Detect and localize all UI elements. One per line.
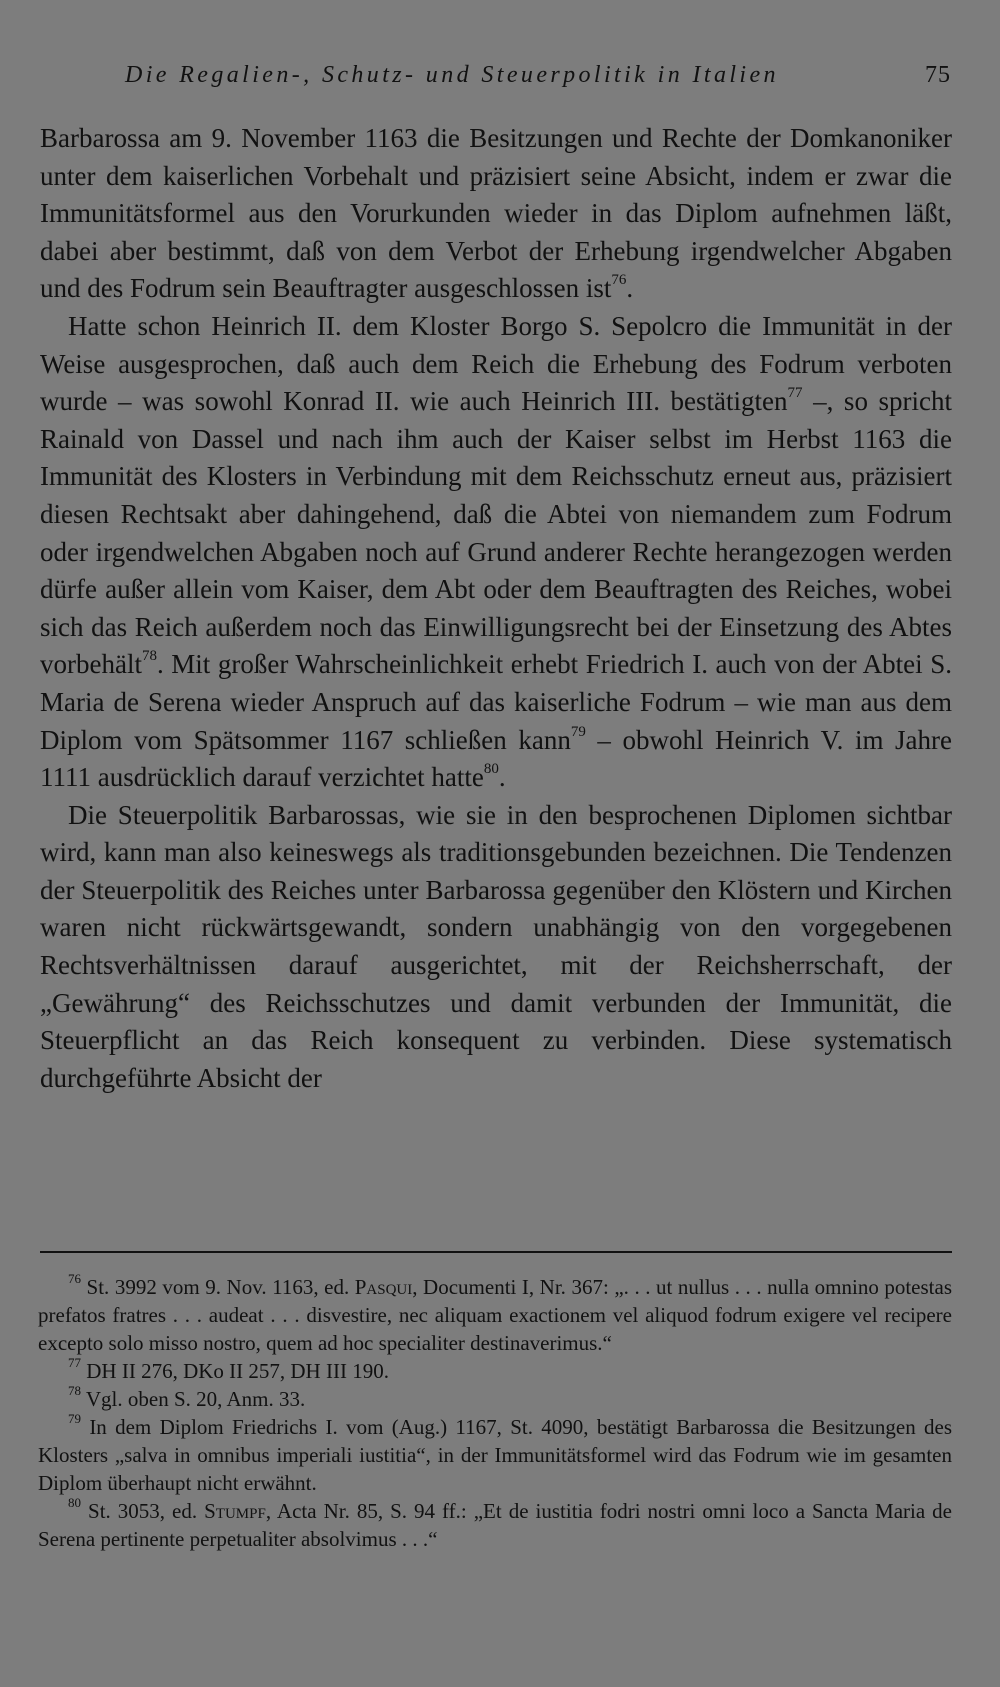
footnote [38,1497,952,1553]
footnote-text: Vgl. oben S. 20, Anm. 33. [85,1387,306,1411]
footnote-ref[interactable]: 76 [611,272,627,289]
footnote-text: , Acta Nr. 85, S. 94 ff.: „Et de iustitia fodri nostri omni loco a Sancta Maria de Serena pertinente perpetualiter absolvimus . . .“ [38,1499,953,1551]
footnote-text: , Documenti I, Nr. 367: „. . . ut nullus . . . nulla omnino potestas prefatos fratres . . . audeat . . . disvestire, nec aliquam exactionem vel aliquod fodrum exigere vel recipere excepto solo misso nostro, quem ad hoc specialiter destinaverimus.“ [38,1275,953,1355]
text-run: . [498,762,506,793]
main-text [40,120,952,1097]
text-run: Hatte schon Heinrich II. dem Kloster Borgo S. Sepolcro die Immunität in der Weise ausgesprochen, daß auch dem Reich die Erhebung des Fodrum verboten wurde – was sowohl Konrad II. wie auch Heinrich III. bestätigten [40,310,952,417]
running-title: Die Regalien-, Schutz- und Steuerpolitik in Italien [125,62,779,88]
running-header [125,62,951,89]
footnote [38,1273,952,1357]
footnote-number: 77 [68,1355,81,1370]
text-run: –, so spricht Rainald von Dassel und nach ihm auch der Kaiser selbst im Herbst 1163 die Immunität des Klosters in Verbindung mit dem Reichsschutz erneut aus, präzisiert diesen Rechtsakt aber dahingehend, daß die Abtei von niemandem zum Fodrum oder irgendwelchen Abgaben noch auf Grund anderer Rechte herangezogen werden dürfe außer allein vom Kaiser, dem Abt oder dem Beauftragten des Reiches, wobei sich das Reich außerdem noch das Einwilligungsrecht bei der Einsetzung des Abtes vorbehält [40,386,952,680]
footnote-ref[interactable]: 80 [483,761,499,778]
footnote-number: 78 [68,1383,81,1398]
footnote [38,1385,952,1413]
text-run: Die Steuerpolitik Barbarossas, wie sie in den besprochenen Diplomen sichtbar wird, kann man also keineswegs als traditionsgebunden bezeichnen. Die Tendenzen der Steuerpolitik des Reiches unter Barbarossa gegenüber den Klöstern und Kirchen waren nicht rückwärtsgewandt, sondern unabhängig von den vorgegebenen Rechtsverhältnissen darauf ausgerichtet, mit der Reichsherrschaft, der „Gewährung“ des Reichsschutzes und damit verbunden der Immunität, die Steuerpflicht an das Reich konsequent zu verbinden. Diese systematisch durchgeführte Absicht der [40,799,952,1093]
footnote-text: DH II 276, DKo II 257, DH III 190. [86,1359,389,1383]
page-number: 75 [925,62,951,88]
paragraph-3 [40,797,952,1098]
footnote-text: In dem Diplom Friedrichs I. vom (Aug.) 1167, St. 4090, bestätigt Barbarossa die Besitzungen des Klosters „salva in omnibus imperiali iustitia“, in der Immunitätsformel wird das Fodrum wie im gesamten Diplom überhaupt nicht erwähnt. [38,1415,952,1495]
footnote-number: 80 [68,1495,81,1510]
footnote [38,1357,952,1385]
footnote-number: 79 [68,1411,81,1426]
footnote-divider [40,1251,952,1253]
paragraph-2 [40,308,952,797]
text-run: . [626,273,634,304]
footnote-ref[interactable]: 78 [141,648,157,665]
footnote [38,1413,952,1497]
footnote-text: St. 3992 vom 9. Nov. 1163, ed. [86,1275,355,1299]
paragraph-1 [40,120,952,308]
text-run: – obwohl Heinrich V. im Jahre 1111 ausdrücklich darauf verzichtet hatte [40,724,952,793]
author-name: Pasqui [354,1275,413,1299]
footnotes [38,1273,952,1553]
text-run: Barbarossa am 9. November 1163 die Besitzungen und Rechte der Domkanoniker unter dem kaiserlichen Vorbehalt und präzisiert seine Absicht, indem er zwar die Immunitätsformel aus den Vorurkunden wieder in das Diplom aufnehmen läßt, dabei aber bestimmt, daß von dem Verbot der Erhebung irgendwelcher Abgaben und des Fodrum sein Beauftragter ausgeschlossen ist [40,123,952,304]
footnote-ref[interactable]: 77 [787,385,803,402]
author-name: Stumpf [204,1499,266,1523]
footnote-ref[interactable]: 79 [570,723,586,740]
footnote-text: St. 3053, ed. [88,1499,205,1523]
text-run: . Mit großer Wahrscheinlichkeit erhebt Friedrich I. auch von der Abtei S. Maria de Serena wieder Anspruch auf das kaiserliche Fodrum – wie man aus dem Diplom vom Spätsommer 1167 schließen kann [40,649,952,755]
footnote-number: 76 [68,1271,81,1286]
